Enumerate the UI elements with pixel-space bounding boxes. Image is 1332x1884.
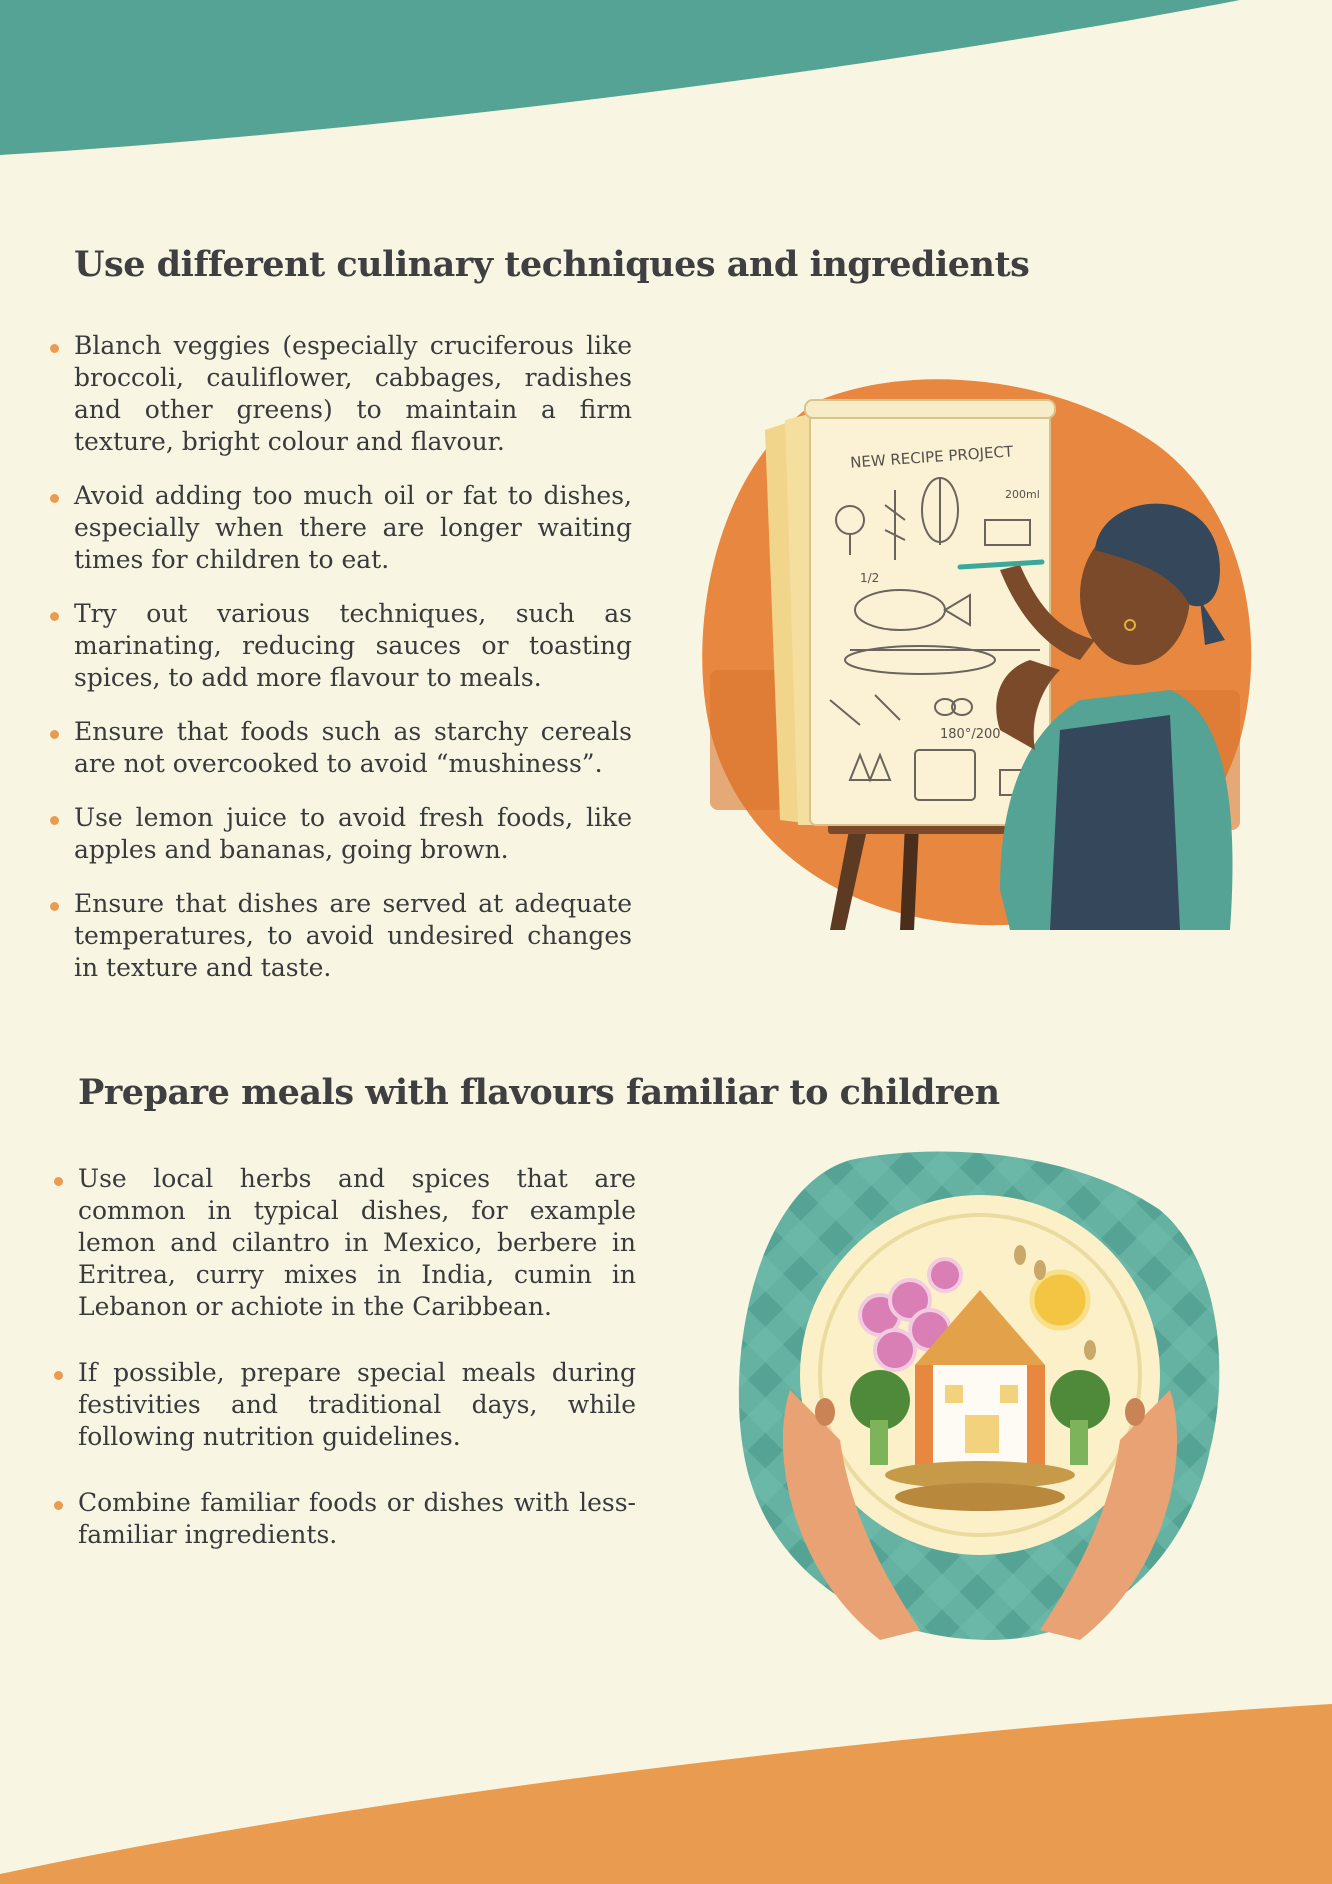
list-item-text: Combine familiar foods or dishes with less-familiar ingredients. [78,1488,636,1549]
list-item [74,802,632,866]
list-item-text: If possible, prepare special meals during festivities and traditional days, while following nutrition guidelines. [78,1358,636,1451]
bullet-dot [50,902,59,911]
bullet-dot [50,730,59,739]
list-item-text: Use lemon juice to avoid fresh foods, like apples and bananas, going brown. [74,803,632,864]
list-item [74,598,632,694]
list-item-text: Blanch veggies (especially cruciferous like broccoli, cauliflower, cabbages, radishes and other greens) to maintain a firm texture, bright colour and flavour. [74,331,632,456]
list-item [78,1163,636,1323]
list-item [78,1487,636,1551]
chef-sketching-recipe-illustration [700,370,1260,930]
list-item [74,330,632,458]
list-item-text: Try out various techniques, such as marinating, reducing sauces or toasting spices, to add more flavour to meals. [74,599,632,692]
list-item [78,1357,636,1453]
list-item [74,480,632,576]
list-item-text: Avoid adding too much oil or fat to dishes, especially when there are longer waiting times for children to eat. [74,481,632,574]
board-note-temperature: 180°/200° [940,727,1008,742]
culinary-techniques-list [74,330,632,1006]
top-teal-wave [0,0,1332,160]
list-item-text: Use local herbs and spices that are common in typical dishes, for example lemon and cilantro in Mexico, berbere in Eritrea, curry mixes in India, cumin in Lebanon or achiote in the Caribbean. [78,1164,636,1321]
board-title: NEW RECIPE PROJECT [849,442,1014,472]
hands-holding-plate-illustration [730,1150,1230,1650]
familiar-flavours-list [78,1163,636,1585]
bullet-dot [54,1501,63,1510]
bullet-dot [50,494,59,503]
bullet-dot [50,612,59,621]
board-note-volume: 200ml [1005,488,1040,501]
board-note-fraction: 1/2 [860,571,880,585]
bullet-dot [54,1177,63,1186]
section-heading-culinary-techniques: Use different culinary techniques and ingredients [74,244,1030,285]
bullet-dot [54,1371,63,1380]
list-item-text: Ensure that foods such as starchy cereals are not overcooked to avoid “mushiness”. [74,717,632,778]
list-item [74,888,632,984]
bullet-dot [50,344,59,353]
section-heading-familiar-flavours: Prepare meals with flavours familiar to children [78,1072,1000,1113]
bullet-dot [50,816,59,825]
list-item-text: Ensure that dishes are served at adequate temperatures, to avoid undesired changes in texture and taste. [74,889,632,982]
bottom-orange-wave [0,1704,1332,1884]
list-item [74,716,632,780]
